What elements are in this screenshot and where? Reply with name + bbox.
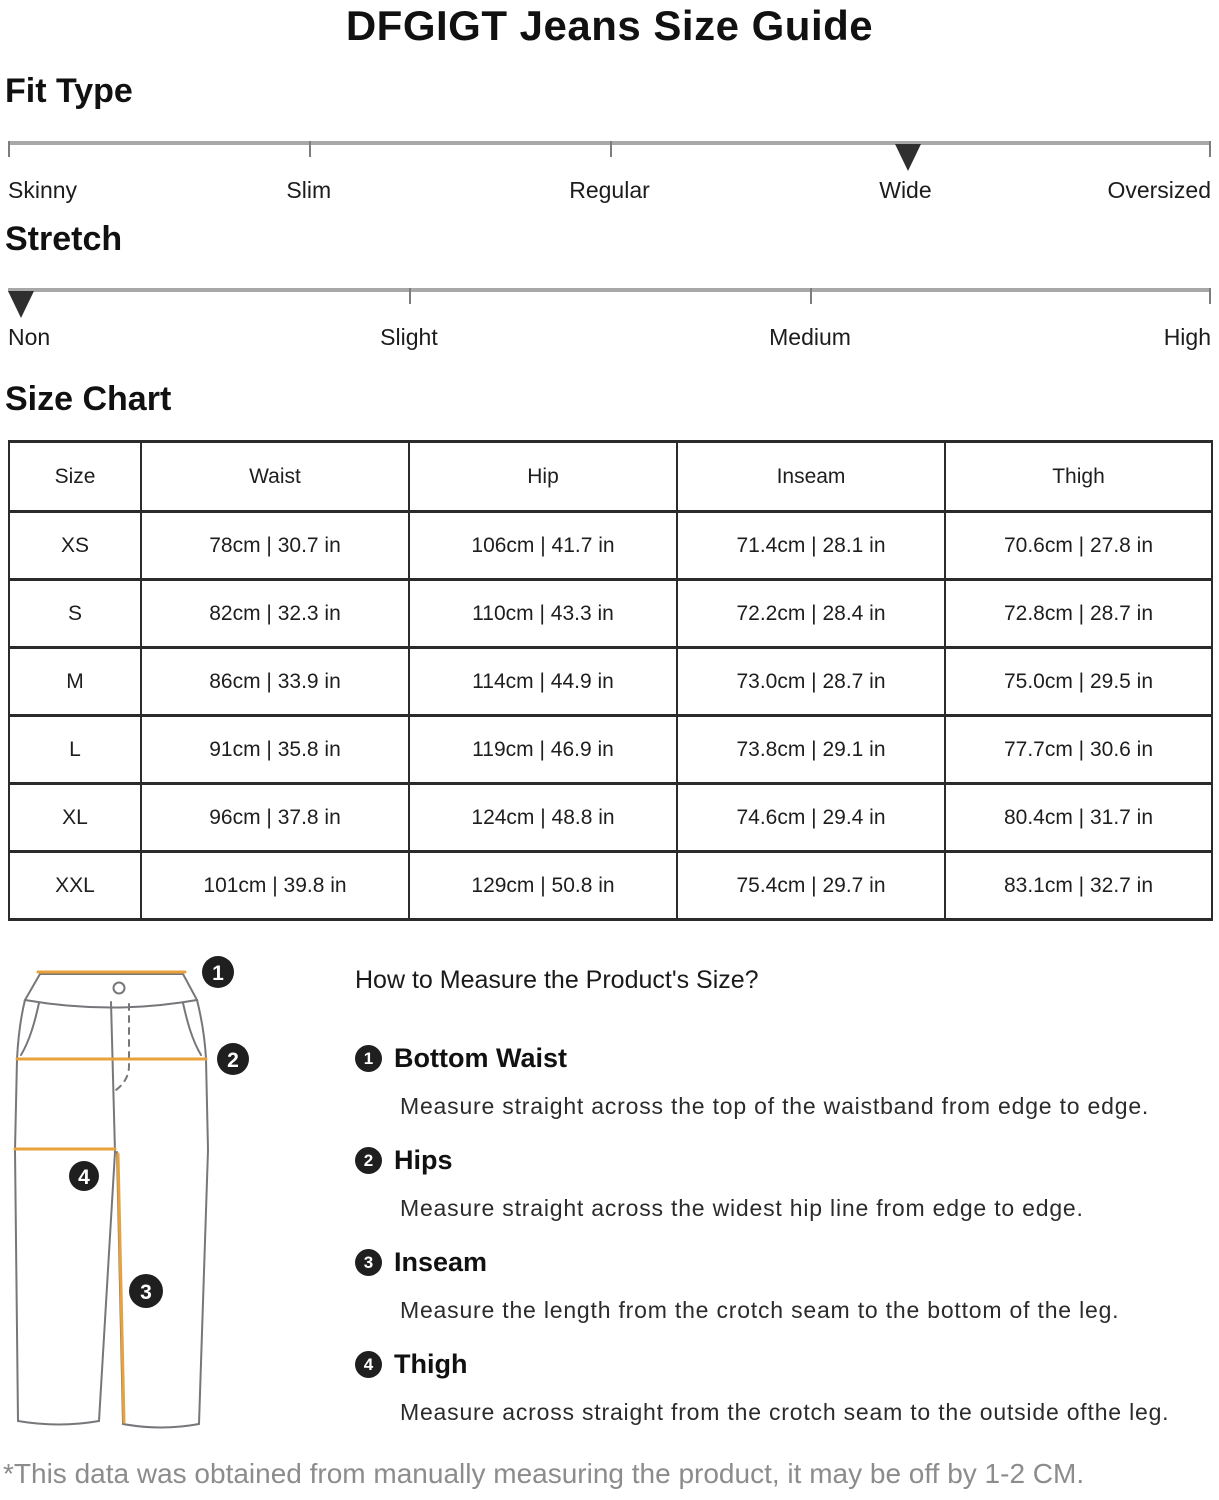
diagram-badge-1-number: 1 — [212, 962, 224, 985]
cell-waist: 82cm | 32.3 in — [141, 580, 409, 648]
cell-inseam: 72.2cm | 28.4 in — [677, 580, 945, 648]
item-desc-hips: Measure straight across the widest hip line from edge to edge. — [400, 1195, 1084, 1221]
left-hem — [18, 1421, 99, 1425]
cell-thigh: 77.7cm | 30.6 in — [945, 716, 1212, 784]
cell-waist: 96cm | 37.8 in — [141, 784, 409, 852]
cell-size: XL — [9, 784, 141, 852]
cell-size: XS — [9, 512, 141, 580]
cell-waist: 86cm | 33.9 in — [141, 648, 409, 716]
col-header-inseam: Inseam — [677, 442, 945, 512]
table-row — [9, 512, 1212, 580]
item-label-inseam: Inseam — [394, 1247, 488, 1277]
right-pocket — [183, 1003, 201, 1055]
how-to-item — [355, 1043, 1215, 1120]
cell-waist: 101cm | 39.8 in — [141, 852, 409, 920]
table-row — [9, 648, 1212, 716]
measure-lines — [15, 972, 206, 1422]
cell-size: XXL — [9, 852, 141, 920]
table-row — [9, 784, 1212, 852]
fly-stitch — [116, 1004, 129, 1090]
stretch-heading: Stretch — [5, 220, 123, 258]
stretch-label-medium: Medium — [769, 324, 851, 350]
list-badge-4-icon: 4 — [355, 1351, 382, 1378]
fit-type-tick-slim — [309, 141, 311, 157]
cell-hip: 129cm | 50.8 in — [409, 852, 677, 920]
cell-hip: 114cm | 44.9 in — [409, 648, 677, 716]
fit-type-label-wide: Wide — [879, 177, 932, 203]
fit-type-label-skinny: Skinny — [8, 177, 78, 203]
cell-size: M — [9, 648, 141, 716]
page-title: DFGIGT Jeans Size Guide — [345, 2, 874, 49]
how-to-measure-section — [355, 966, 1215, 1434]
diagram-badges — [69, 956, 249, 1308]
right-hem — [123, 1424, 199, 1428]
fit-type-slider — [8, 141, 1211, 211]
col-header-hip: Hip — [409, 442, 677, 512]
how-to-title: How to Measure the Product's Size? — [355, 966, 759, 994]
footnote: *This data was obtained from manually measuring the product, it may be off by 1-2 CM. — [3, 1458, 1085, 1489]
how-to-item — [355, 1145, 1215, 1222]
how-to-item — [355, 1247, 1215, 1324]
fit-type-tick-oversized — [1209, 141, 1211, 157]
stretch-label-non: Non — [8, 324, 51, 350]
table-row — [9, 716, 1212, 784]
pants-outline — [15, 974, 208, 1428]
cell-hip: 119cm | 46.9 in — [409, 716, 677, 784]
stretch-slider — [8, 288, 1211, 358]
size-chart-heading: Size Chart — [5, 380, 172, 418]
cell-thigh: 80.4cm | 31.7 in — [945, 784, 1212, 852]
col-header-waist: Waist — [141, 442, 409, 512]
cell-hip: 110cm | 43.3 in — [409, 580, 677, 648]
item-desc-inseam: Measure the length from the crotch seam to the bottom of the leg. — [400, 1297, 1120, 1323]
fit-type-heading: Fit Type — [5, 72, 133, 110]
list-badge-1-icon: 1 — [355, 1045, 382, 1072]
diagram-badge-2-number: 2 — [227, 1049, 239, 1072]
stretch-tick-medium — [810, 288, 812, 304]
col-header-thigh: Thigh — [945, 442, 1212, 512]
fit-type-label-slim: Slim — [286, 177, 332, 203]
inseam-measure-line — [118, 1154, 124, 1422]
cell-thigh: 75.0cm | 29.5 in — [945, 648, 1212, 716]
left-outer-seam — [15, 1000, 25, 1421]
stretch-label-slight: Slight — [380, 324, 438, 350]
stretch-marker-triangle-icon — [8, 291, 34, 318]
cell-size: L — [9, 716, 141, 784]
item-label-thigh: Thigh — [394, 1349, 468, 1379]
left-pocket — [21, 1003, 39, 1055]
cell-inseam: 73.0cm | 28.7 in — [677, 648, 945, 716]
fit-type-label-oversized: Oversized — [1107, 177, 1211, 203]
size-chart-table — [8, 440, 1213, 921]
stretch-tick-high — [1209, 288, 1211, 304]
list-badge-2-icon: 2 — [355, 1147, 382, 1174]
cell-size: S — [9, 580, 141, 648]
diagram-badge-3-number: 3 — [140, 1281, 152, 1304]
cell-hip: 124cm | 48.8 in — [409, 784, 677, 852]
left-inner-seam — [99, 1152, 115, 1421]
item-label-hips: Hips — [394, 1145, 453, 1175]
table-header-row — [9, 442, 1212, 512]
cell-hip: 106cm | 41.7 in — [409, 512, 677, 580]
pants-measurement-diagram — [5, 954, 255, 1464]
cell-thigh: 72.8cm | 28.7 in — [945, 580, 1212, 648]
cell-inseam: 75.4cm | 29.7 in — [677, 852, 945, 920]
cell-inseam: 73.8cm | 29.1 in — [677, 716, 945, 784]
stretch-label-high: High — [1163, 324, 1211, 350]
cell-inseam: 74.6cm | 29.4 in — [677, 784, 945, 852]
fit-type-marker-triangle-icon — [895, 144, 921, 171]
diagram-badge-4-number: 4 — [78, 1166, 90, 1189]
cell-waist: 78cm | 30.7 in — [141, 512, 409, 580]
how-to-item — [355, 1349, 1215, 1426]
fit-type-tick-skinny — [8, 141, 10, 157]
fit-type-label-regular: Regular — [569, 177, 650, 203]
cell-inseam: 71.4cm | 28.1 in — [677, 512, 945, 580]
list-badge-3-icon: 3 — [355, 1249, 382, 1276]
item-label-bottom-waist: Bottom Waist — [394, 1043, 567, 1073]
stretch-tick-slight — [409, 288, 411, 304]
cell-thigh: 70.6cm | 27.8 in — [945, 512, 1212, 580]
item-desc-thigh: Measure across straight from the crotch seam to the outside ofthe leg. — [400, 1399, 1170, 1425]
col-header-size: Size — [9, 442, 141, 512]
table-row — [9, 580, 1212, 648]
right-outer-seam — [197, 1000, 208, 1424]
stretch-track — [8, 288, 1211, 292]
cell-waist: 91cm | 35.8 in — [141, 716, 409, 784]
center-seam — [111, 1002, 115, 1152]
button-icon — [114, 983, 125, 994]
cell-thigh: 83.1cm | 32.7 in — [945, 852, 1212, 920]
item-desc-bottom-waist: Measure straight across the top of the waistband from edge to edge. — [400, 1093, 1150, 1119]
fit-type-tick-regular — [610, 141, 612, 157]
table-row — [9, 852, 1212, 920]
